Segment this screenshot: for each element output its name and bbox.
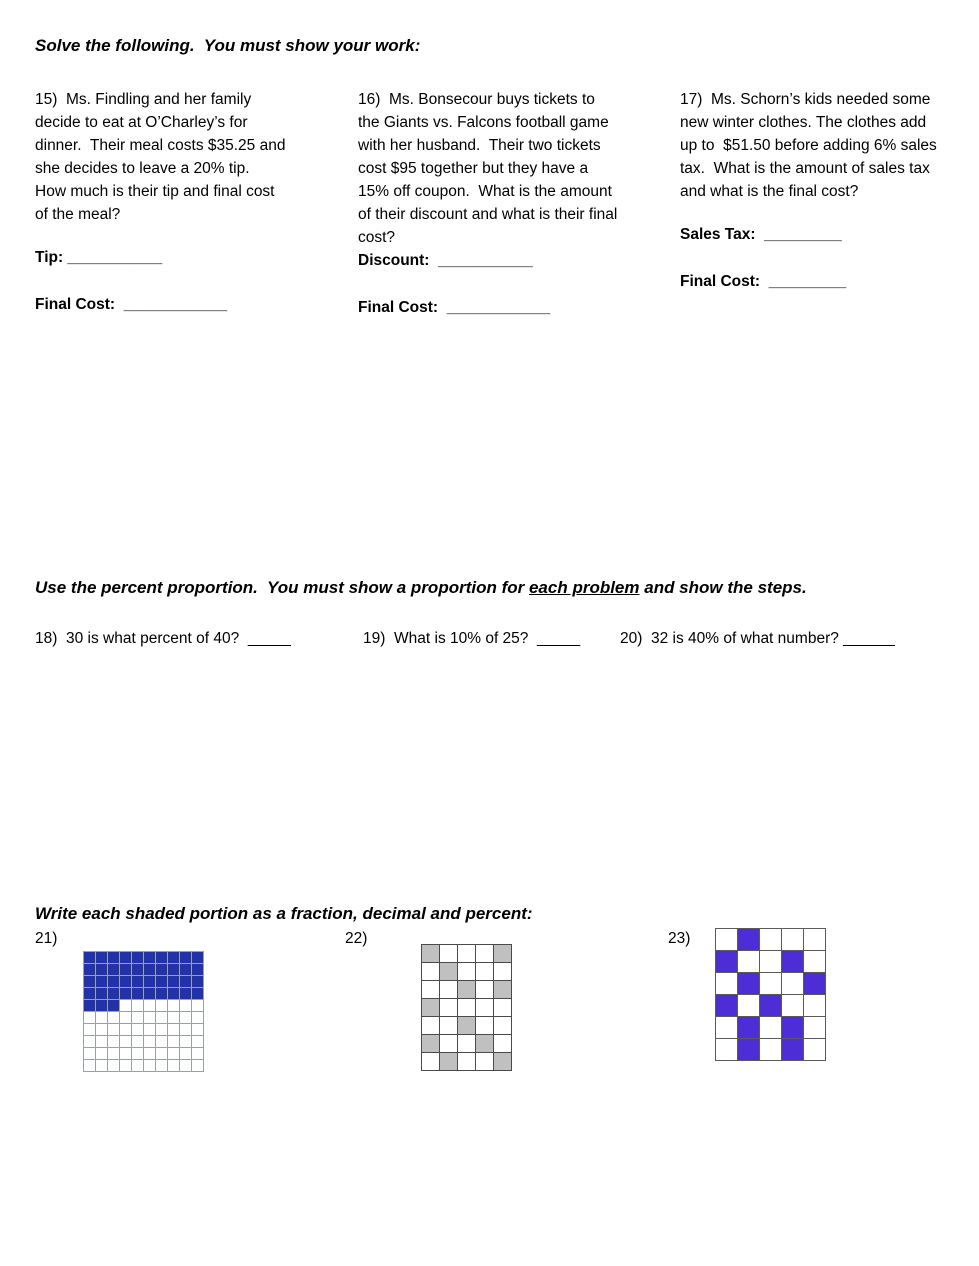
grid-cell (476, 1017, 494, 1035)
grid-22-label: 22) (345, 930, 368, 947)
grid-cell (476, 945, 494, 963)
grid-cell (156, 1060, 168, 1072)
problem-17-sales-tax-blank: Sales Tax: _________ (680, 226, 842, 243)
grid-cell-shaded (168, 988, 180, 1000)
grid-cell (84, 1012, 96, 1024)
grid-cell-shaded (156, 976, 168, 988)
problem-17-final-cost-blank: Final Cost: _________ (680, 273, 847, 290)
problem-16-final-cost-blank: Final Cost: ____________ (358, 299, 551, 316)
grid-cell-shaded (84, 976, 96, 988)
grid-cell (716, 1039, 738, 1061)
grid-cell-shaded (782, 951, 804, 973)
grid-cell (192, 1012, 204, 1024)
grid-cell-shaded (760, 995, 782, 1017)
grid-cell (458, 1053, 476, 1071)
grid-cell-shaded (192, 988, 204, 1000)
grid-cell (804, 1017, 826, 1039)
grid-cell (760, 951, 782, 973)
problem-15-final-cost-blank: Final Cost: ____________ (35, 296, 228, 313)
grid-cell (716, 1017, 738, 1039)
grid-cell-shaded (458, 981, 476, 999)
problem-18: 18) 30 is what percent of 40? _____ (35, 630, 291, 647)
grid-cell-shaded (494, 981, 512, 999)
grid-cell (120, 1012, 132, 1024)
problem-16 (358, 88, 620, 343)
grid-cell (144, 1036, 156, 1048)
grid-cell (440, 945, 458, 963)
grid-cell-shaded (144, 964, 156, 976)
grid-cell (804, 995, 826, 1017)
grid-cell (476, 1053, 494, 1071)
grid-23-label: 23) (668, 930, 691, 947)
grid-cell-shaded (192, 952, 204, 964)
grid-cell-shaded (156, 952, 168, 964)
grid-cell (168, 1036, 180, 1048)
problem-17-text: 17) Ms. Schorn’s kids needed some new winter clothes. The clothes add up to $51.50 before adding 6% sales tax. What is the amount of sales tax and what is the final cost? (680, 91, 942, 200)
section1-heading: Solve the following. You must show your work: (35, 36, 421, 55)
grid-cell-shaded (96, 988, 108, 1000)
grid-cell (108, 1036, 120, 1048)
grid-cell (494, 963, 512, 981)
grid-cell (494, 1017, 512, 1035)
grid-cell-shaded (96, 1000, 108, 1012)
grid-cell (494, 999, 512, 1017)
grid-cell (108, 1048, 120, 1060)
grid-cell (760, 1017, 782, 1039)
grid-cell (180, 1036, 192, 1048)
grid-cell-shaded (132, 952, 144, 964)
grid-cell-shaded (192, 964, 204, 976)
grid-cell-shaded (120, 988, 132, 1000)
grid-cell (132, 1000, 144, 1012)
grid-cell (192, 1000, 204, 1012)
grid-cell (132, 1012, 144, 1024)
grid-cell (120, 1060, 132, 1072)
grid-cell (156, 1024, 168, 1036)
grid-cell-shaded (422, 1035, 440, 1053)
grid-cell-shaded (144, 988, 156, 1000)
grid-cell (120, 1048, 132, 1060)
problem-19: 19) What is 10% of 25? _____ (363, 630, 581, 647)
grid-cell-shaded (108, 964, 120, 976)
grid-cell-shaded (476, 1035, 494, 1053)
grid-cell-shaded (440, 1053, 458, 1071)
grid-cell-shaded (84, 988, 96, 1000)
problem-20: 20) 32 is 40% of what number? ______ (620, 630, 895, 647)
grid-cell-shaded (144, 976, 156, 988)
problem-16-text: 16) Ms. Bonsecour buys tickets to the Giants vs. Falcons football game with her husband. Their two tickets cost $95 together but they have a 15% off coupon. What is the amount of their discount and what is their final cost? (358, 91, 622, 246)
grid-cell (168, 1048, 180, 1060)
grid-cell (476, 963, 494, 981)
grid-cell-shaded (180, 988, 192, 1000)
grid-cell (738, 995, 760, 1017)
grid-cell (144, 1060, 156, 1072)
grid-cell-shaded (120, 964, 132, 976)
grid-cell (760, 1039, 782, 1061)
grid-cell-shaded (168, 952, 180, 964)
grid-21-label: 21) (35, 930, 58, 947)
grid-cell (440, 1017, 458, 1035)
grid-cell-shaded (84, 952, 96, 964)
grid-cell-shaded (180, 952, 192, 964)
grid-cell (144, 1012, 156, 1024)
grid-cell-shaded (458, 1017, 476, 1035)
grid-cell (422, 1053, 440, 1071)
grid-cell-shaded (440, 963, 458, 981)
grid-cell (458, 963, 476, 981)
grid-cell (96, 1060, 108, 1072)
grid-cell (760, 929, 782, 951)
grid-cell (476, 999, 494, 1017)
grid-cell (132, 1060, 144, 1072)
grid-cell (108, 1024, 120, 1036)
grid-cell (180, 1024, 192, 1036)
grid-cell-shaded (108, 976, 120, 988)
grid-cell (458, 999, 476, 1017)
grid-cell (132, 1048, 144, 1060)
grid-cell (192, 1048, 204, 1060)
problem-15-text: 15) Ms. Findling and her family decide to eat at O’Charley’s for dinner. Their meal costs $35.25 and she decides to leave a 20% tip. How much is their tip and final cost of the meal? (35, 91, 290, 223)
section2-heading-pre: Use the percent proportion. You must show a proportion for (35, 578, 529, 597)
grid-cell (120, 1036, 132, 1048)
grid-cell (156, 1000, 168, 1012)
grid-cell (168, 1012, 180, 1024)
grid-cell (180, 1012, 192, 1024)
problem-16-discount-blank: Discount: ___________ (358, 252, 533, 269)
grid-cell (440, 1035, 458, 1053)
grid-cell (476, 981, 494, 999)
grid-cell (804, 929, 826, 951)
grid-cell-shaded (494, 1053, 512, 1071)
grid-cell (180, 1048, 192, 1060)
grid-cell (84, 1024, 96, 1036)
grid-cell (168, 1000, 180, 1012)
grid-cell (96, 1036, 108, 1048)
grid-cell-shaded (804, 973, 826, 995)
grid-cell (422, 1017, 440, 1035)
grid-cell-shaded (156, 964, 168, 976)
grid-cell (422, 963, 440, 981)
grid-cell (156, 1036, 168, 1048)
grid-cell-shaded (738, 1017, 760, 1039)
grid-cell-shaded (96, 964, 108, 976)
grid-cell-shaded (738, 1039, 760, 1061)
shaded-grid-21 (83, 951, 204, 1072)
grid-cell (782, 929, 804, 951)
grid-cell-shaded (96, 976, 108, 988)
grid-cell-shaded (782, 1039, 804, 1061)
grid-cell (132, 1024, 144, 1036)
grid-cell (120, 1000, 132, 1012)
grid-cell (144, 1048, 156, 1060)
grid-cell-shaded (84, 1000, 96, 1012)
grid-cell (96, 1012, 108, 1024)
grid-cell (804, 951, 826, 973)
grid-cell (144, 1000, 156, 1012)
shaded-grid-23 (715, 928, 826, 1061)
grid-cell-shaded (108, 988, 120, 1000)
grid-cell (192, 1036, 204, 1048)
grid-cell-shaded (738, 973, 760, 995)
grid-cell (458, 945, 476, 963)
grid-cell (782, 973, 804, 995)
grid-cell-shaded (494, 945, 512, 963)
grid-cell-shaded (156, 988, 168, 1000)
grid-cell-shaded (96, 952, 108, 964)
grid-cell-shaded (738, 929, 760, 951)
grid-cell (804, 1039, 826, 1061)
grid-cell-shaded (180, 964, 192, 976)
section2-heading-underlined: each problem (528, 578, 640, 597)
grid-cell-shaded (192, 976, 204, 988)
problem-17 (680, 88, 942, 317)
grid-cell (84, 1060, 96, 1072)
grid-cell-shaded (120, 976, 132, 988)
grid-cell-shaded (168, 976, 180, 988)
grid-cell (84, 1036, 96, 1048)
grid-cell (458, 1035, 476, 1053)
shaded-grid-22 (421, 944, 512, 1071)
grid-cell-shaded (108, 1000, 120, 1012)
grid-cell-shaded (716, 995, 738, 1017)
grid-cell-shaded (716, 951, 738, 973)
grid-cell (422, 981, 440, 999)
grid-cell (440, 981, 458, 999)
grid-cell (168, 1060, 180, 1072)
grid-cell-shaded (782, 1017, 804, 1039)
grid-cell (180, 1060, 192, 1072)
grid-cell (738, 951, 760, 973)
section2-heading (35, 578, 945, 598)
grid-cell-shaded (168, 964, 180, 976)
grid-cell (192, 1060, 204, 1072)
grid-cell (96, 1024, 108, 1036)
grid-cell (192, 1024, 204, 1036)
grid-cell-shaded (422, 999, 440, 1017)
problem-15 (35, 88, 290, 340)
grid-cell-shaded (108, 952, 120, 964)
grid-cell (144, 1024, 156, 1036)
grid-cell-shaded (144, 952, 156, 964)
grid-cell (156, 1048, 168, 1060)
grid-cell-shaded (132, 988, 144, 1000)
grid-cell (440, 999, 458, 1017)
grid-cell (716, 929, 738, 951)
grid-cell (180, 1000, 192, 1012)
grid-cell (84, 1048, 96, 1060)
grid-cell (716, 973, 738, 995)
grid-cell (132, 1036, 144, 1048)
grid-cell-shaded (180, 976, 192, 988)
grid-cell-shaded (422, 945, 440, 963)
section2-heading-post: and show the steps. (639, 578, 807, 597)
problem-15-tip-blank: Tip: ___________ (35, 249, 163, 266)
grid-cell (494, 1035, 512, 1053)
grid-cell (108, 1060, 120, 1072)
grid-cell (108, 1012, 120, 1024)
grid-cell (760, 973, 782, 995)
grid-cell-shaded (132, 976, 144, 988)
grid-cell-shaded (84, 964, 96, 976)
grid-cell (96, 1048, 108, 1060)
grid-cell-shaded (120, 952, 132, 964)
grid-cell (156, 1012, 168, 1024)
grid-cell (168, 1024, 180, 1036)
grid-cell (782, 995, 804, 1017)
section3-heading: Write each shaded portion as a fraction, decimal and percent: (35, 904, 533, 923)
grid-cell (120, 1024, 132, 1036)
grid-cell-shaded (132, 964, 144, 976)
